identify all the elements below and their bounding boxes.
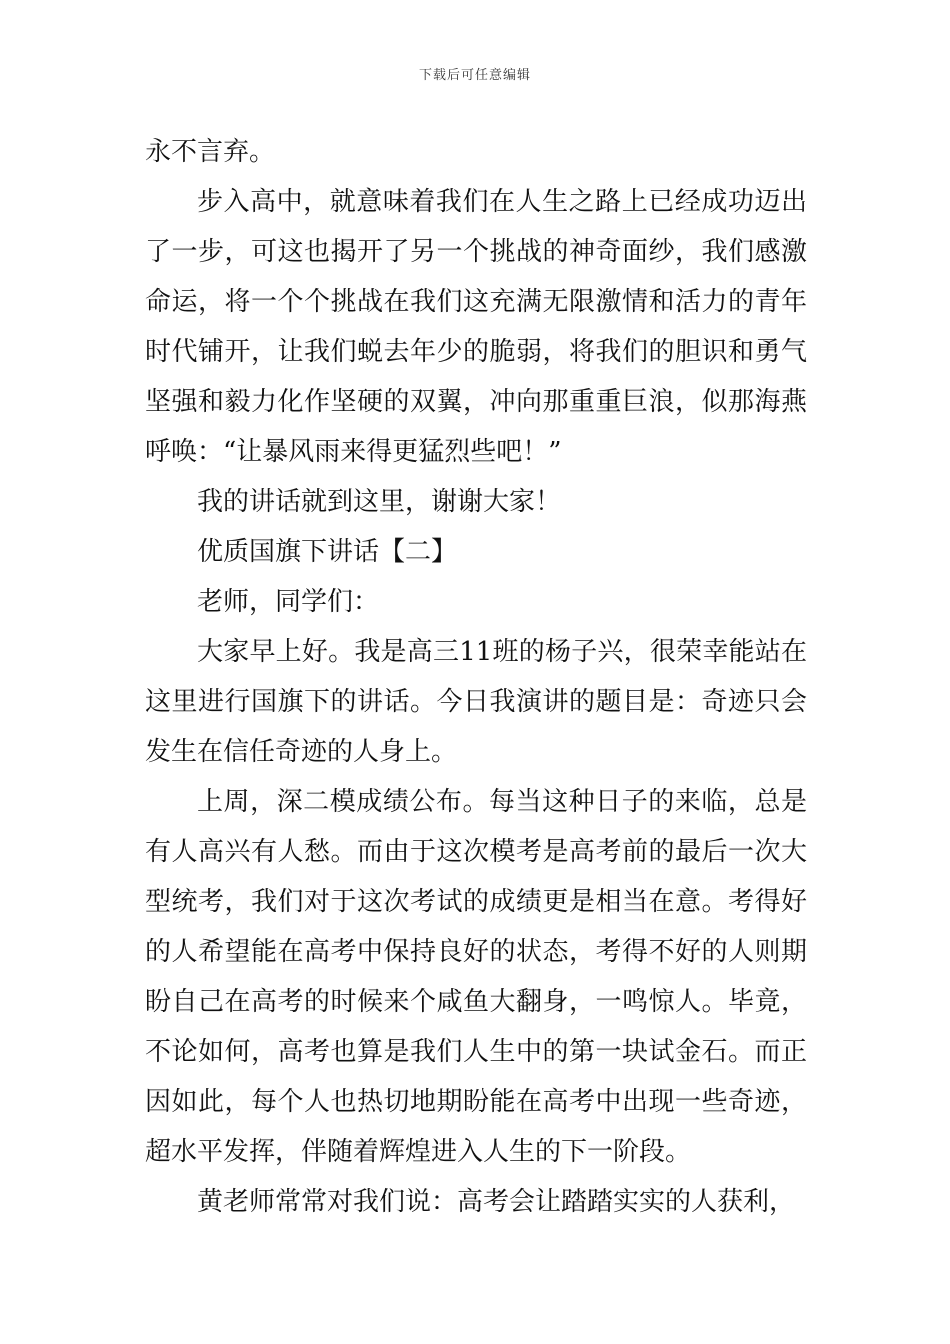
paragraph-exam-results: 上周，深二模成绩公布。每当这种日子的来临，总是有人高兴有人愁。而由于这次模考是高考前的最后一次大型统考，我们对于这次考试的成绩更是相当在意。考得好的人希望能在高考中保持良好的状态，考得不好的人则期盼自己在高考的时候来个咸鱼大翻身，一鸣惊人。毕竟，不论如何，高考也算是我们人生中的第一块试金石。而正因如此，每个人也热切地期盼能在高考中出现一些奇迹，超水平发挥，伴随着辉煌进入人生的下一阶段。 <box>145 787 807 1167</box>
paragraph-entering-high-school: 步入高中，就意味着我们在人生之路上已经成功迈出了一步，可这也揭开了另一个挑战的神奇面纱，我们感激命运，将一个个挑战在我们这充满无限激情和活力的青年时代铺开，让我们蜕去年少的脆弱，将我们的胆识和勇气坚强和毅力化作坚硬的双翼，冲向那重重巨浪，似那海燕呼唤：“让暴风雨来得更猛烈些吧！” <box>145 187 807 467</box>
paragraph-teacher-quote: 黄老师常常对我们说：高考会让踏踏实实的人获利， <box>197 1187 796 1217</box>
document-body <box>145 127 807 1227</box>
paragraph-closing-thanks: 我的讲话就到这里，谢谢大家！ <box>197 487 562 517</box>
paragraph-continuation: 永不言弃。 <box>145 137 276 167</box>
paragraph-introduction: 大家早上好。我是高三11班的杨子兴，很荣幸能站在这里进行国旗下的讲话。今日我演讲的题目是：奇迹只会发生在信任奇迹的人身上。 <box>145 637 807 767</box>
page-header: 下载后可任意编辑 <box>418 68 531 83</box>
paragraph-greeting: 老师，同学们： <box>197 587 380 617</box>
section-title: 优质国旗下讲话【二】 <box>197 537 458 567</box>
